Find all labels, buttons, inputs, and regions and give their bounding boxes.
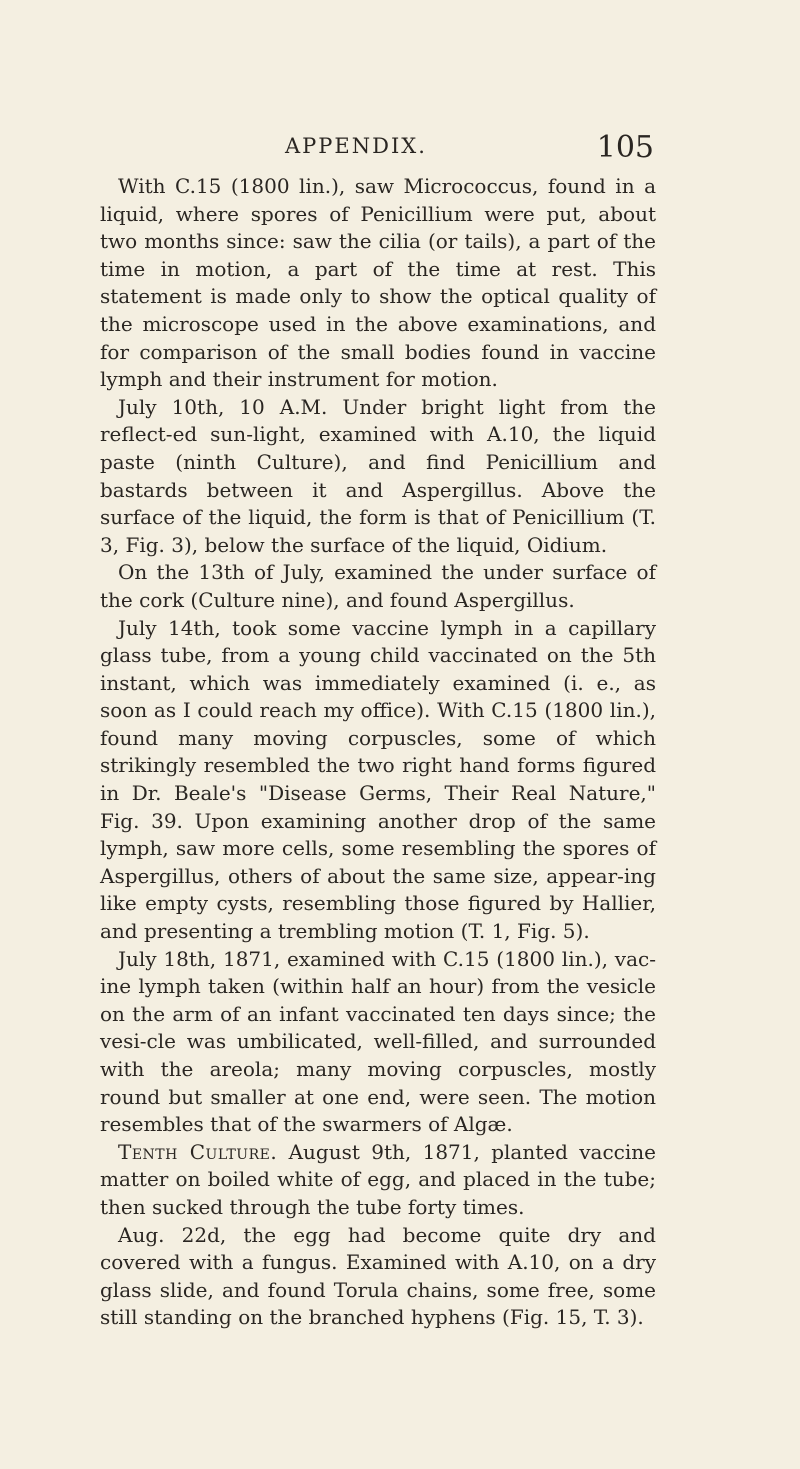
paragraph [100,559,656,614]
paragraph [100,946,656,1139]
paragraph-text: July 18th, 1871, examined with C.15 (1800 lin.), vac-ine lymph taken (within half an hour) from the vesicle on the arm of an infant vaccinated ten days since; the vesi-cle was umbilicated, well-filled, and surrounded with the areola; many moving corpuscles, mostly round but smaller at one end, were seen. The motion resembles that of the swarmers of Algæ. [100,946,656,1137]
running-header [100,130,670,174]
paragraph-text: With C.15 (1800 lin.), saw Micrococcus, found in a liquid, where spores of Penicillium were put, about two months since: saw the cilia (or tails), a part of the time in motion, a part of the time at rest. This statement is made only to show the optical quality of the microscope used in the above examinations, and for comparison of the small bodies found in vaccine lymph and their instrument for motion. [100,174,656,392]
paragraph-text: Aug. 22d, the egg had become quite dry and covered with a fungus. Examined with A.10, on a dry glass slide, and found Torula chains, some free, some still standing on the branched hyphens (Fig. 15, T. 3). [100,1222,656,1330]
paragraph [100,173,656,394]
paragraph [100,1139,656,1222]
paragraph [100,394,656,560]
paragraph [100,1222,656,1332]
paragraph-text: August 9th, 1871, planted vaccine matter on boiled white of egg, and placed in the tube; then sucked through the tube forty times. [100,1139,656,1219]
paragraph-text: On the 13th of July, examined the under surface of the cork (Culture nine), and found Aspergillus. [100,560,656,612]
paragraph-text: July 14th, took some vaccine lymph in a capillary glass tube, from a young child vaccinated on the 5th instant, which was immediately examined (i. e., as soon as I could reach my office). With C.15 (1800 lin.), found many moving corpuscles, some of which strikingly resembled the two right hand forms figured in Dr. Beale's "Disease Germs, Their Real Nature," Fig. 39. Upon examining another drop of the same lymph, saw more cells, some resembling the spores of Aspergillus, others of about the same size, appear-ing like empty cysts, resembling those figured by Hallier, and presenting a trembling motion (T. 1, Fig. 5). [100,615,656,944]
section-heading: Tenth Culture. [118,1139,278,1164]
page-number: 105 [596,130,654,165]
paragraph [100,615,656,946]
header-title: APPENDIX. [285,134,427,158]
body-text [100,173,656,1332]
paragraph-text: July 10th, 10 A.M. Under bright light from the reflect-ed sun-light, examined with A.10, the liquid paste (ninth Culture), and find Penicillium and bastards between it and Aspergillus. Above the surface of the liquid, the form is that of Penicillium (T. 3, Fig. 3), below the surface of the liquid, Oidium. [100,394,656,557]
